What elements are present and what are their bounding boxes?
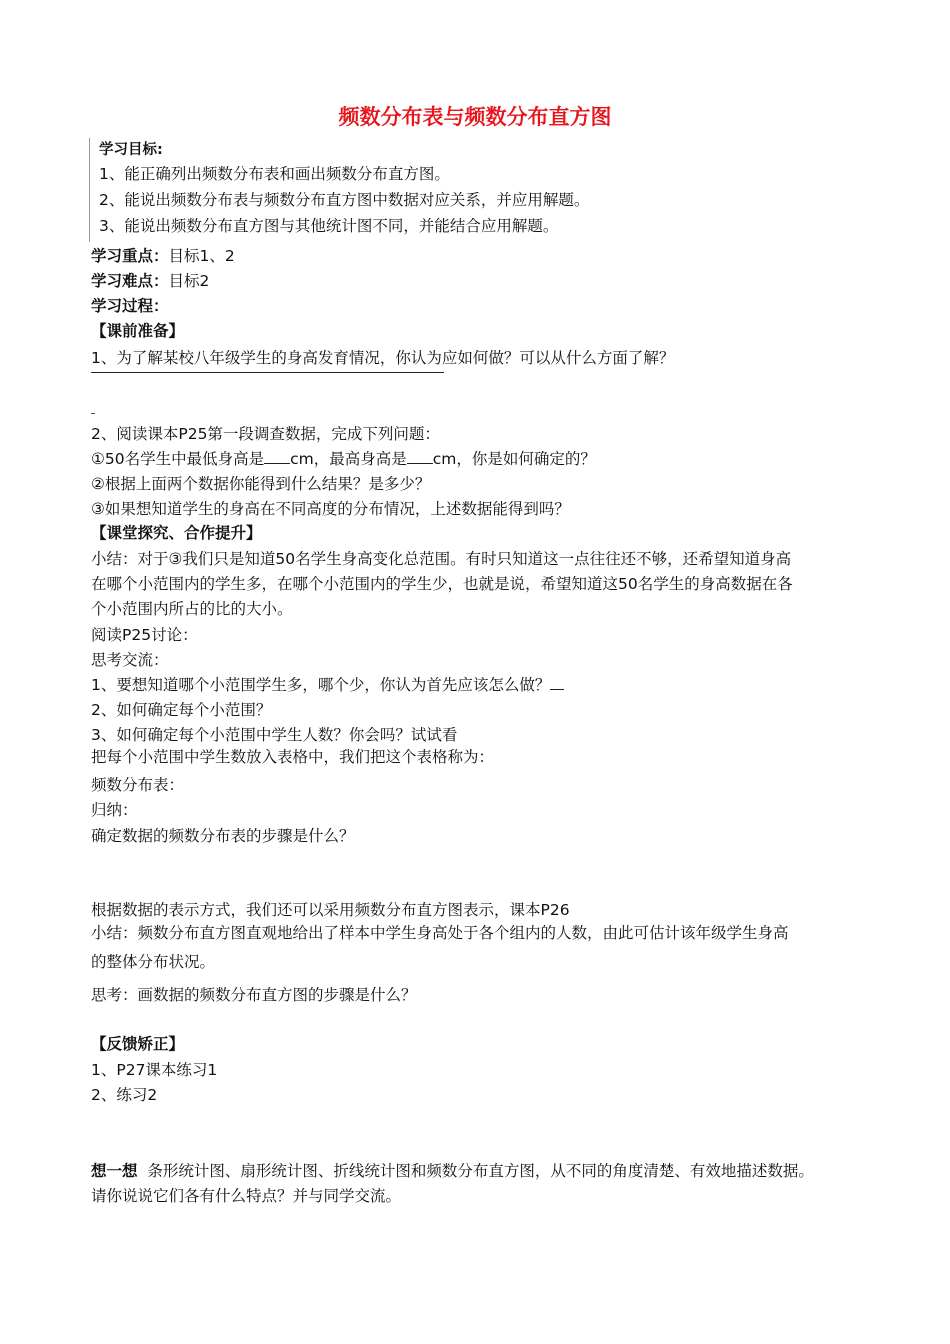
explore-question-3: 3、如何确定每个小范围中学生人数？你会吗？试试看: [91, 726, 458, 744]
summary2-line: 的整体分布状况。: [91, 953, 216, 971]
answer-blank: [550, 675, 564, 690]
explore-question-2: 2、如何确定每个小范围？: [91, 701, 272, 719]
sub-question-2: ②根据上面两个数据你能得到什么结果？是多少？: [91, 475, 431, 493]
process-heading: 学习过程：: [91, 297, 169, 315]
explore-q1-text: 1、要想知道哪个小范围学生多，哪个少，你认为首先应该怎么做？: [91, 676, 551, 694]
think-more-label: 想一想: [91, 1162, 138, 1180]
steps-table-question: 确定数据的频数分布表的步骤是什么？: [91, 827, 355, 845]
induce-label: 归纳：: [91, 801, 138, 819]
key-point-value: 目标1、2: [168, 247, 235, 265]
divider: [91, 413, 95, 414]
section-explore: 【课堂探究、合作提升】: [91, 524, 262, 542]
answer-line: [91, 372, 444, 373]
key-point-label: 学习重点：: [91, 247, 169, 265]
difficulty: [91, 271, 209, 291]
think-exchange: 思考交流：: [91, 651, 169, 669]
blank-max-height: [407, 449, 433, 464]
explore-question-1: [91, 675, 564, 695]
sub1-prefix: ①50名学生中最低身高是: [91, 450, 265, 468]
blank-min-height: [264, 449, 290, 464]
section-feedback: 【反馈矫正】: [91, 1035, 185, 1053]
goal-item: 3、能说出频数分布直方图与其他统计图不同，并能结合应用解题。: [99, 217, 559, 235]
think-histogram: 思考：画数据的频数分布直方图的步骤是什么？: [91, 986, 417, 1004]
think-more-line-2: 请你说说它们各有什么特点？并与同学交流。: [91, 1187, 402, 1205]
freq-table-label: 频数分布表：: [91, 776, 185, 794]
sub-question-3: ③如果想知道学生的身高在不同高度的分布情况，上述数据能得到吗？: [91, 500, 570, 518]
feedback-item-1: 1、P27课本练习1: [91, 1061, 218, 1079]
difficulty-label: 学习难点：: [91, 272, 169, 290]
summary2-line: 小结：频数分布直方图直观地给出了样本中学生身高处于各个组内的人数，由此可估计该年级学生身高: [91, 924, 789, 942]
section-prep: 【课前准备】: [91, 322, 185, 340]
think-more-line-1: [91, 1161, 814, 1181]
goal-item: 1、能正确列出频数分布表和画出频数分布直方图。: [99, 165, 450, 183]
sub1-mid: cm，最高身高是: [290, 450, 407, 468]
goals-heading: 学习目标:: [99, 142, 163, 158]
prep-question-2: 2、阅读课本P25第一段调查数据，完成下列问题：: [91, 425, 440, 443]
summary-line: 在哪个小范围内的学生多，在哪个小范围内的学生少，也就是说，希望知道这50名学生的身高数据在各: [91, 575, 793, 593]
read-p25: 阅读P25讨论：: [91, 626, 198, 644]
prep-question-1: 1、为了解某校八年级学生的身高发育情况，你认为应如何做？可以从什么方面了解？: [91, 349, 675, 367]
sub1-suffix: cm，你是如何确定的？: [432, 450, 596, 468]
think-more-text: 条形统计图、扇形统计图、折线统计图和频数分布直方图，从不同的角度清楚、有效地描述数据。: [147, 1162, 814, 1180]
key-point: [91, 246, 235, 266]
sub-question-1: [91, 449, 596, 469]
summary-line: 小结：对于③我们只是知道50名学生身高变化总范围。有时只知道这一点往往还不够，还希望知道身高: [91, 550, 792, 568]
histogram-intro: 根据数据的表示方式，我们还可以采用频数分布直方图表示，课本P26: [91, 901, 570, 919]
summary-line: 个小范围内所占的比的大小。: [91, 600, 293, 618]
difficulty-value: 目标2: [168, 272, 210, 290]
feedback-item-2: 2、练习2: [91, 1086, 158, 1104]
goal-item: 2、能说出频数分布表与频数分布直方图中数据对应关系，并应用解题。: [99, 191, 590, 209]
put-table: 把每个小范围中学生数放入表格中，我们把这个表格称为：: [91, 748, 495, 766]
page-title: 频数分布表与频数分布直方图: [338, 105, 612, 129]
